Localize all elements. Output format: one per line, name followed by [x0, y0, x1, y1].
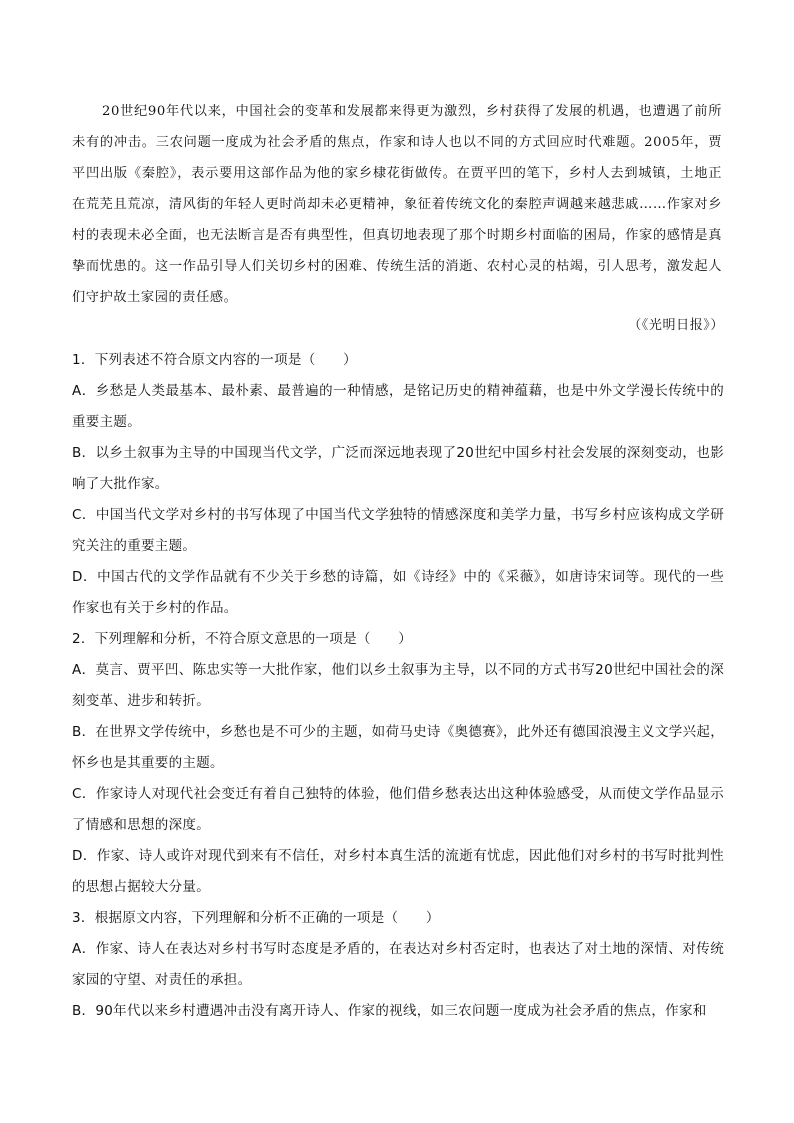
question-2	[72, 624, 724, 903]
option-b: B．90年代以来乡村遭遇冲击没有离开诗人、作家的视线，如三农问题一度成为社会矛盾的焦点，作家和	[72, 1003, 707, 1019]
question-stem: 2．下列理解和分析，不符合原文意思的一项是（ ）	[72, 631, 413, 647]
passage-paragraph: 20世纪90年代以来，中国社会的变革和发展都来得更为激烈，乡村获得了发展的机遇，也遭遇了前所未有的冲击。三农问题一度成为社会矛盾的焦点，作家和诗人也以不同的方式回应时代难题。2005年，贾平凹出版《秦腔》，表示要用这部作品为他的家乡棣花街做传。在贾平凹的笔下，乡村人去到城镇，土地正在荒芜且荒凉，清风街的年轻人更时尚却未必更精神，象征着传统文化的秦腔声调越来越悲戚……作家对乡村的表现未必全面，也无法断言是否有典型性，但真切地表现了那个时期乡村面临的困局，作家的感情是真挚而忧患的。这一作品引导人们关切乡村的困难、传统生活的消逝、农村心灵的枯竭，引人思考，激发起人们守护故土家园的责任感。	[72, 104, 722, 305]
option-d: D．中国古代的文学作品就有不少关于乡愁的诗篇，如《诗经》中的《采薇》，如唐诗宋词等。现代的一些作家也有关于乡村的作品。	[72, 569, 724, 616]
option-c: C．作家诗人对现代社会变迁有着自己独特的体验，他们借乡愁表达出这种体验感受，从而使文学作品显示了情感和思想的深度。	[72, 786, 724, 833]
question-stem: 1．下列表述不符合原文内容的一项是（ ）	[72, 352, 357, 368]
option-d: D．作家、诗人或许对现代到来有不信任，对乡村本真生活的流逝有忧虑，因此他们对乡村的书写时批判性的思想占据较大分量。	[72, 848, 724, 895]
passage-source: （《光明日报》）	[628, 318, 724, 333]
question-3	[72, 903, 724, 1027]
option-b: B．以乡土叙事为主导的中国现当代文学，广泛而深远地表现了20世纪中国乡村社会发展的深刻变动，也影响了大批作家。	[72, 445, 724, 492]
option-a: A．莫言、贾平凹、陈忠实等一大批作家，他们以乡土叙事为主导，以不同的方式书写20世纪中国社会的深刻变革、进步和转折。	[72, 662, 724, 709]
option-a: A．乡愁是人类最基本、最朴素、最普遍的一种情感，是铭记历史的精神蕴藉，也是中外文学漫长传统中的重要主题。	[72, 383, 724, 430]
question-1	[72, 345, 724, 624]
question-list	[72, 345, 724, 1027]
option-a: A．作家、诗人在表达对乡村书写时态度是矛盾的，在表达对乡村否定时，也表达了对土地的深情、对传统家园的守望、对责任的承担。	[72, 941, 724, 988]
question-stem: 3．根据原文内容，下列理解和分析不正确的一项是（ ）	[72, 910, 440, 926]
option-b: B．在世界文学传统中，乡愁也是不可少的主题，如荷马史诗《奥德赛》，此外还有德国浪漫主义文学兴起，怀乡也是其重要的主题。	[72, 724, 724, 771]
option-c: C．中国当代文学对乡村的书写体现了中国当代文学独特的情感深度和美学力量，书写乡村应该构成文学研究关注的重要主题。	[72, 507, 724, 554]
